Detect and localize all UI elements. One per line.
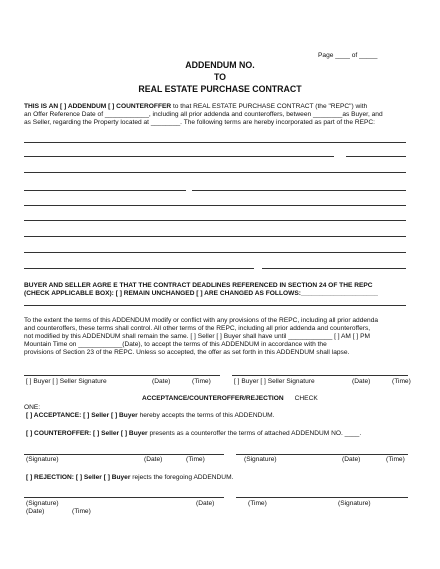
intro-line1 — [24, 103, 367, 111]
counteroffer-line — [26, 430, 361, 438]
reject-sig-right: (Signature) — [338, 500, 371, 507]
terms-line-7[interactable] — [24, 236, 406, 237]
intro-line2: an Offer Reference Date of ____________, including all prior addenda and counteroffers, between ________as Buyer, and — [24, 111, 383, 118]
reject-date-second: (Date) — [26, 508, 45, 515]
counteroffer-rest: presents as a counteroffer the terms of attached ADDENDUM NO. ____. — [147, 430, 362, 437]
reject-time-second: (Time) — [72, 508, 91, 515]
intro-lead: THIS IS AN [ ] ADDENDUM [ ] COUNTEROFFER — [24, 103, 172, 110]
page-number-label: Page ____ of _____ — [318, 52, 378, 59]
reject-time-left: (Time) — [248, 500, 267, 507]
signature-right-time: (Time) — [392, 378, 411, 385]
terms-line-1[interactable] — [24, 142, 406, 143]
reject-sig-line-left[interactable] — [24, 497, 224, 498]
reject-sig-line-right[interactable] — [236, 497, 408, 498]
acceptance-label[interactable]: [ ] ACCEPTANCE: [ ] Seller [ ] Buyer — [26, 412, 138, 419]
signature-left-date: (Date) — [152, 378, 171, 385]
counter-date-right: (Date) — [342, 456, 361, 463]
terms-line-6[interactable] — [24, 220, 406, 221]
counter-sig-line-right[interactable] — [236, 454, 408, 455]
terms-line-8[interactable] — [24, 252, 406, 253]
signature-line-right[interactable] — [232, 375, 408, 376]
signature-left-label: [ ] Buyer [ ] Seller Signature — [26, 378, 107, 385]
terms-line-4a[interactable] — [24, 190, 186, 191]
deadlines-line-3[interactable] — [24, 305, 406, 306]
counter-sig-line-left[interactable] — [24, 454, 224, 455]
terms-line-5[interactable] — [24, 205, 406, 206]
rejection-label[interactable]: [ ] REJECTION: [ ] Seller [ ] Buyer — [26, 474, 131, 481]
extent-line4: Mountain Time on ____________(Date), to accept the terms of this ADDENDUM in accordance with the — [24, 341, 327, 348]
extent-line5: provisions of Section 23 of the REPC. Unless so accepted, the offer as set forth in this ADDENDUM shall lapse. — [24, 349, 350, 356]
rejection-rest: rejects the foregoing ADDENDUM. — [130, 474, 234, 481]
title-to: TO — [213, 72, 227, 82]
counter-date-left: (Date) — [144, 456, 163, 463]
intro-line3: as Seller, regarding the Property located at ________. The following terms are hereby incorporated as part of the REPC: — [24, 119, 376, 126]
signature-line-left[interactable] — [24, 375, 220, 376]
signature-right-date: (Date) — [352, 378, 371, 385]
counter-time-left: (Time) — [186, 456, 205, 463]
intro-line1-rest: to that REAL ESTATE PURCHASE CONTRACT (the "REPC") with — [171, 103, 368, 110]
extent-line2: and counteroffers, these terms shall control. All other terms of the REPC, including all prior addenda and counteroffers, — [24, 325, 371, 332]
terms-line-9a[interactable] — [24, 268, 254, 269]
acceptance-header — [142, 395, 318, 403]
rejection-line — [26, 474, 233, 482]
signature-left-time: (Time) — [192, 378, 211, 385]
counteroffer-label[interactable]: [ ] COUNTEROFFER: [ ] Seller [ ] Buyer — [26, 430, 148, 437]
signature-right-label: [ ] Buyer [ ] Seller Signature — [234, 378, 315, 385]
terms-line-3[interactable] — [24, 172, 406, 173]
one-label: ONE: — [24, 404, 41, 411]
counter-sig-right: (Signature) — [244, 456, 277, 463]
counter-time-right: (Time) — [386, 456, 405, 463]
acceptance-header-title: ACCEPTANCE/COUNTEROFFER/REJECTION — [142, 395, 284, 402]
deadlines-line1: BUYER AND SELLER AGRE E THAT THE CONTRACT DEADLINES REFERENCED IN SECTION 24 OF THE REPC — [24, 282, 373, 289]
terms-line-2a[interactable] — [24, 156, 334, 157]
extent-line3: not modified by this ADDENDUM shall remain the same. [ ] Seller [ ] Buyer shall have until ____________ [ ] AM [ ] PM — [24, 333, 370, 340]
acceptance-rest: hereby accepts the terms of this ADDENDUM. — [137, 412, 275, 419]
reject-sig-left: (Signature) — [26, 500, 59, 507]
terms-line-4b[interactable] — [192, 190, 406, 191]
terms-line-9b[interactable] — [262, 268, 406, 269]
acceptance-line — [26, 412, 274, 420]
terms-line-2b[interactable] — [346, 156, 406, 157]
acceptance-header-check: CHECK — [294, 395, 318, 402]
reject-date-left: (Date) — [196, 500, 215, 507]
title-addendum-no: ADDENDUM NO. — [185, 60, 255, 70]
counter-sig-left: (Signature) — [26, 456, 59, 463]
title-repc: REAL ESTATE PURCHASE CONTRACT — [138, 84, 302, 94]
extent-line1: To the extent the terms of this ADDENDUM modify or conflict with any provisions of the REPC, including all prior addenda — [24, 317, 379, 324]
deadlines-line2: (CHECK APPLICABLE BOX): [ ] REMAIN UNCHANGED [ ] ARE CHANGED AS FOLLOWS:_____________________ — [24, 290, 378, 297]
